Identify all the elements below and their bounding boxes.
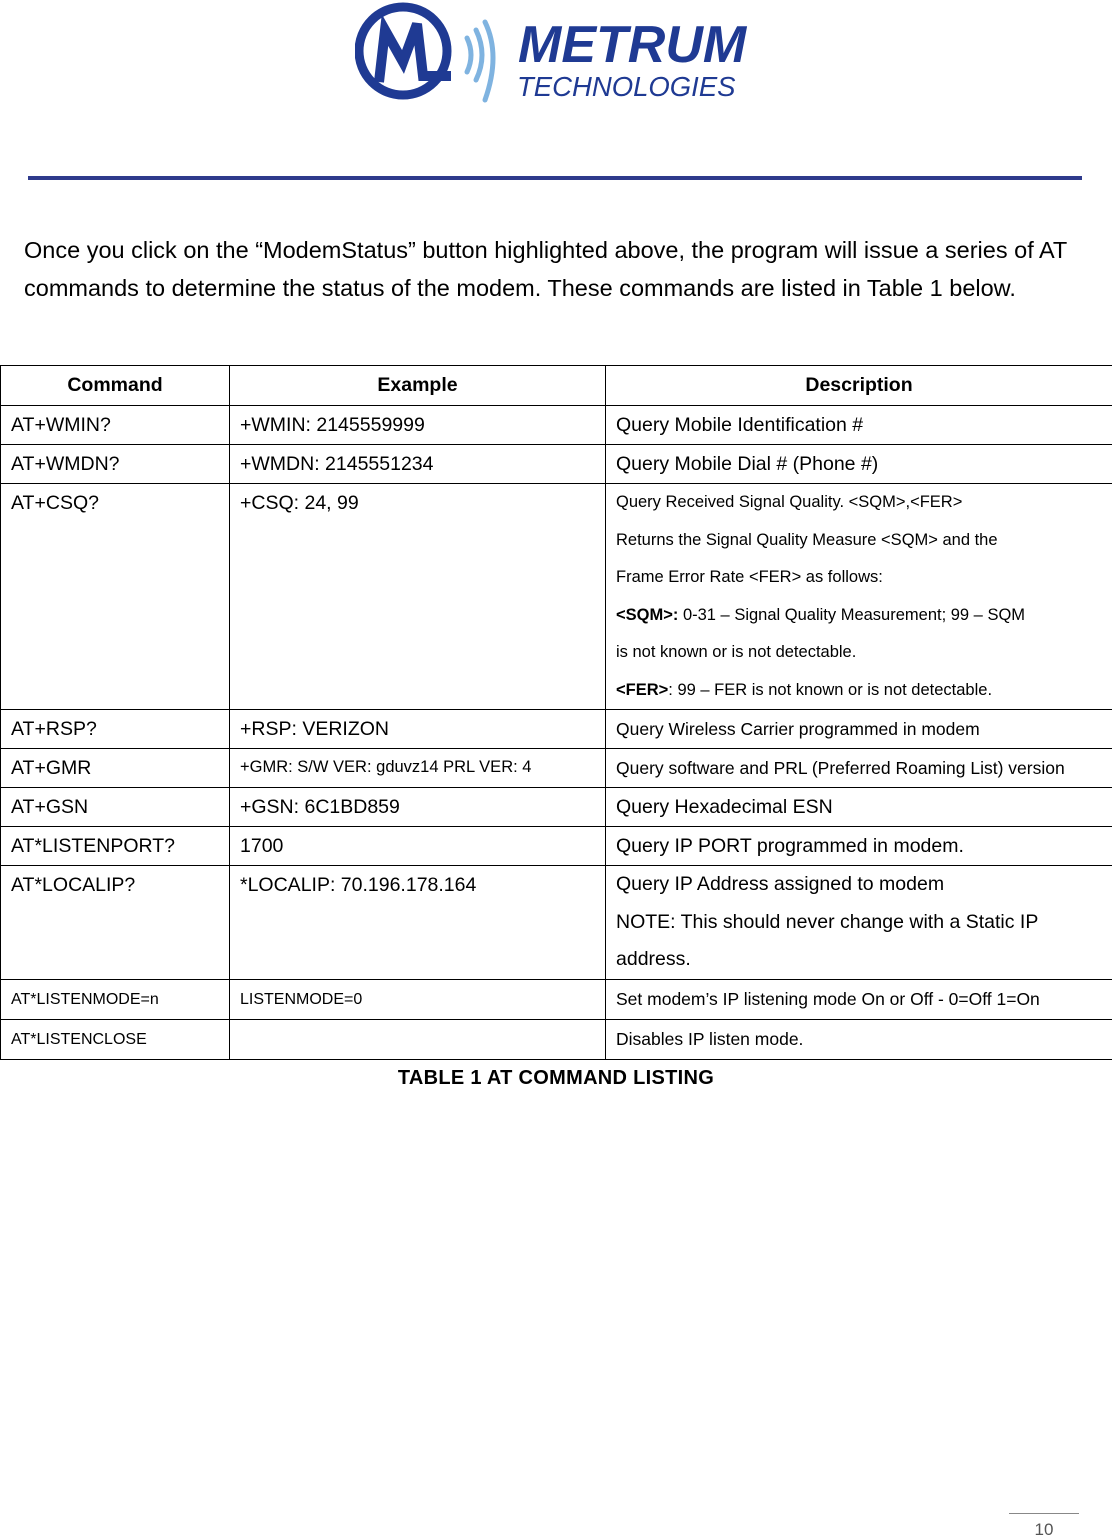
header-command: Command bbox=[1, 366, 230, 406]
table-row bbox=[1, 1019, 1112, 1059]
header-divider bbox=[28, 176, 1082, 180]
intro-paragraph: Once you click on the “ModemStatus” button highlighted above, the program will issue a series of AT commands to determine the status of the modem. These commands are listed in Table 1 below. bbox=[24, 231, 1086, 307]
command-cell: AT+GMR bbox=[1, 749, 230, 788]
fer-text: : 99 – FER is not known or is not detectable. bbox=[668, 681, 992, 699]
localip-line-3: address. bbox=[616, 941, 1112, 979]
localip-line-1: Query IP Address assigned to modem bbox=[616, 866, 1112, 904]
csq-line-4 bbox=[616, 597, 1112, 635]
command-cell: AT*LOCALIP? bbox=[1, 866, 230, 980]
example-cell: +WMIN: 2145559999 bbox=[230, 406, 606, 445]
table-row bbox=[1, 788, 1112, 827]
description-cell: Set modem’s IP listening mode On or Off - 0=Off 1=On bbox=[606, 979, 1112, 1019]
table-row bbox=[1, 445, 1112, 484]
description-cell: Query software and PRL (Preferred Roaming List) version bbox=[606, 749, 1112, 788]
example-cell: LISTENMODE=0 bbox=[230, 979, 606, 1019]
example-cell: +GSN: 6C1BD859 bbox=[230, 788, 606, 827]
description-cell: Query Hexadecimal ESN bbox=[606, 788, 1112, 827]
csq-line-3: Frame Error Rate <FER> as follows: bbox=[616, 559, 1112, 597]
logo-wordmark: METRUM bbox=[518, 16, 748, 74]
page-number-rule bbox=[1009, 1513, 1079, 1514]
localip-line-2: NOTE: This should never change with a Static IP bbox=[616, 904, 1112, 942]
description-cell bbox=[606, 866, 1112, 980]
command-cell: AT*LISTENPORT? bbox=[1, 827, 230, 866]
table-row bbox=[1, 484, 1112, 710]
command-cell: AT+WMIN? bbox=[1, 406, 230, 445]
page-number: 10 bbox=[1009, 1520, 1079, 1540]
table-row bbox=[1, 749, 1112, 788]
sqm-text: 0-31 – Signal Quality Measurement; 99 – SQM bbox=[678, 606, 1025, 624]
table-row bbox=[1, 979, 1112, 1019]
at-command-table bbox=[0, 365, 1112, 1060]
command-cell: AT+CSQ? bbox=[1, 484, 230, 710]
description-cell: Disables IP listen mode. bbox=[606, 1019, 1112, 1059]
example-cell: +WMDN: 2145551234 bbox=[230, 445, 606, 484]
command-cell: AT*LISTENCLOSE bbox=[1, 1019, 230, 1059]
metrum-ml-wireless-logo-icon bbox=[355, 0, 765, 110]
example-cell: +CSQ: 24, 99 bbox=[230, 484, 606, 710]
command-cell: AT+RSP? bbox=[1, 710, 230, 749]
metrum-logo bbox=[355, 0, 765, 110]
sqm-label: <SQM>: bbox=[616, 606, 678, 624]
description-cell bbox=[606, 484, 1112, 710]
example-cell: +GMR: S/W VER: gduvz14 PRL VER: 4 bbox=[230, 749, 606, 788]
table-row bbox=[1, 710, 1112, 749]
table-row bbox=[1, 866, 1112, 980]
csq-line-2: Returns the Signal Quality Measure <SQM> and the bbox=[616, 522, 1112, 560]
fer-label: <FER> bbox=[616, 681, 668, 699]
example-cell: 1700 bbox=[230, 827, 606, 866]
example-cell bbox=[230, 1019, 606, 1059]
header-description: Description bbox=[606, 366, 1112, 406]
example-cell: *LOCALIP: 70.196.178.164 bbox=[230, 866, 606, 980]
description-cell: Query Wireless Carrier programmed in modem bbox=[606, 710, 1112, 749]
header-example: Example bbox=[230, 366, 606, 406]
command-cell: AT+WMDN? bbox=[1, 445, 230, 484]
csq-line-6 bbox=[616, 672, 1112, 710]
table-row bbox=[1, 827, 1112, 866]
command-cell: AT*LISTENMODE=n bbox=[1, 979, 230, 1019]
example-cell: +RSP: VERIZON bbox=[230, 710, 606, 749]
command-cell: AT+GSN bbox=[1, 788, 230, 827]
description-cell: Query Mobile Dial # (Phone #) bbox=[606, 445, 1112, 484]
logo-subtitle: TECHNOLOGIES bbox=[517, 71, 736, 102]
description-cell: Query IP PORT programmed in modem. bbox=[606, 827, 1112, 866]
table-row bbox=[1, 406, 1112, 445]
csq-line-1: Query Received Signal Quality. <SQM>,<FER> bbox=[616, 484, 1112, 522]
table-caption: TABLE 1 AT COMMAND LISTING bbox=[0, 1067, 1112, 1090]
description-cell: Query Mobile Identification # bbox=[606, 406, 1112, 445]
csq-line-5: is not known or is not detectable. bbox=[616, 634, 1112, 672]
table-header-row bbox=[1, 366, 1112, 406]
